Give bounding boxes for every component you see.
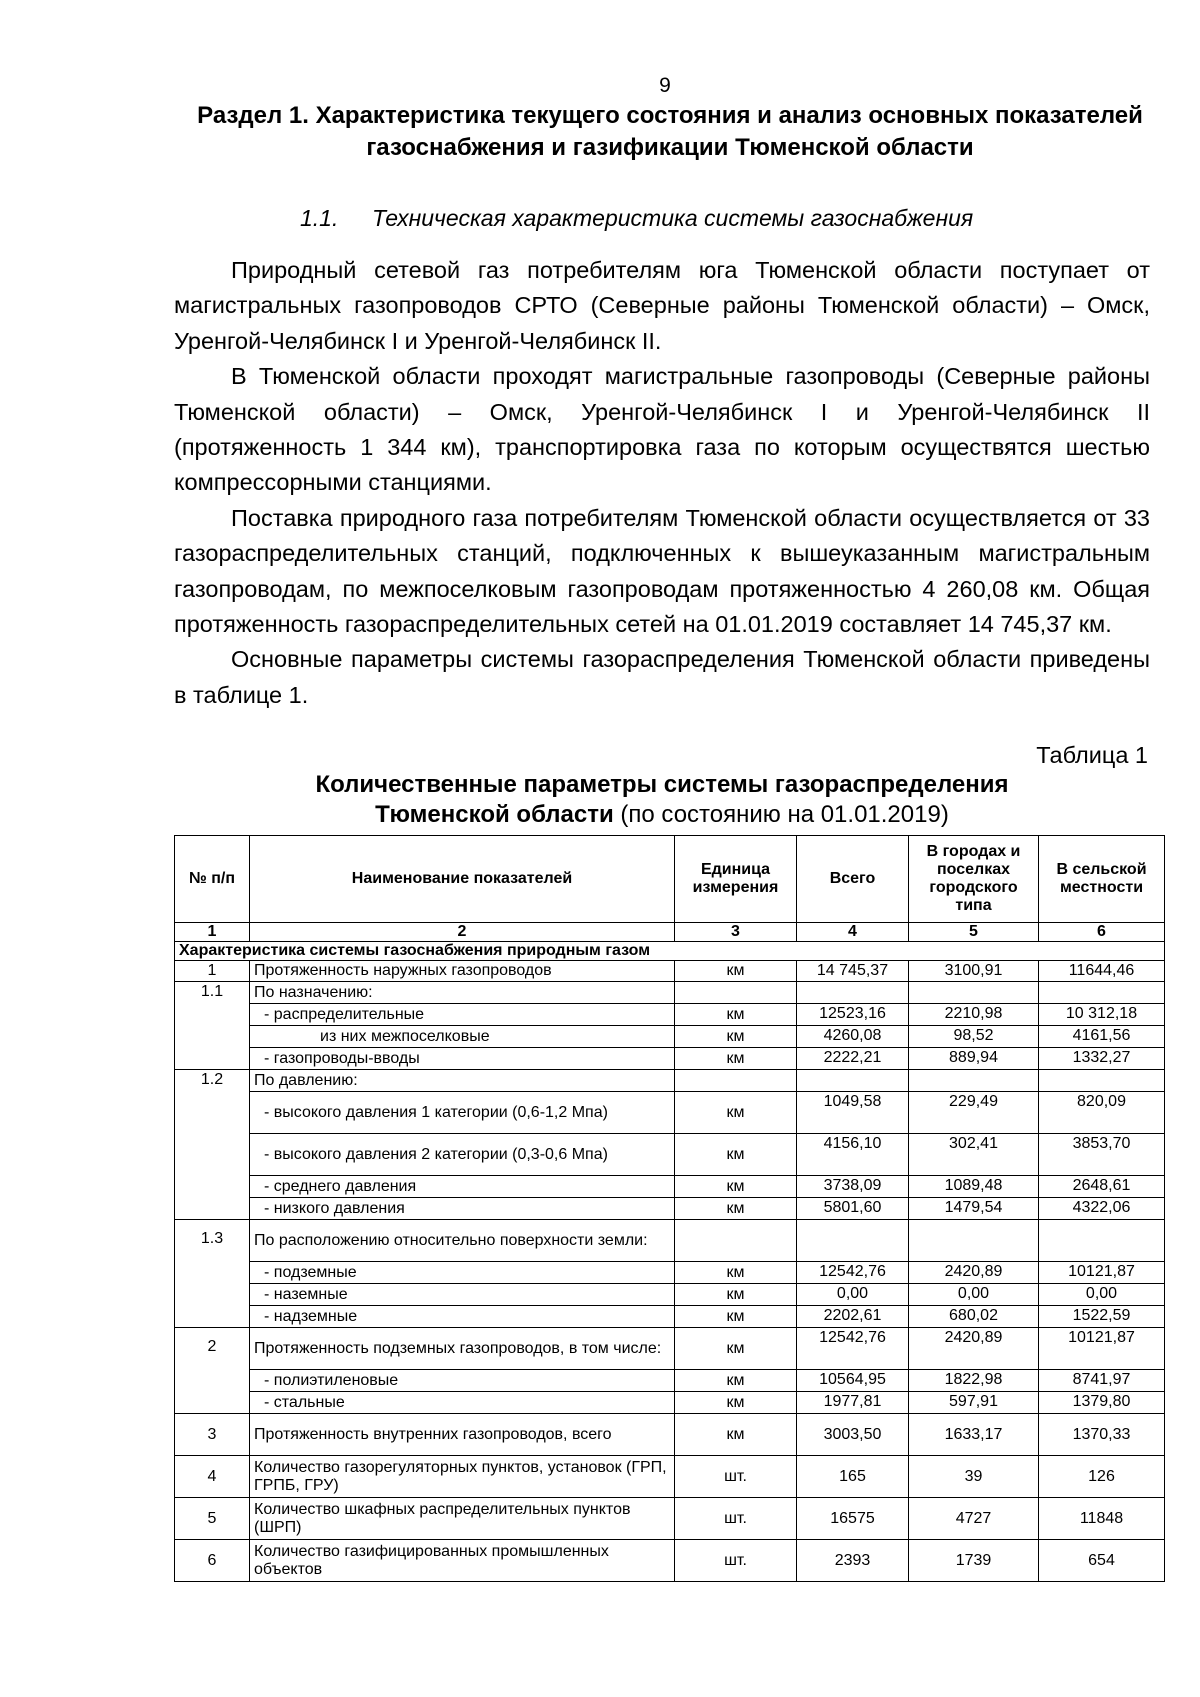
row-total: 3738,09 bbox=[797, 1176, 909, 1198]
table-row bbox=[175, 1284, 1165, 1306]
gas-parameters-table bbox=[174, 835, 1165, 1582]
row-unit: км bbox=[675, 1414, 797, 1456]
row-name: Количество газорегуляторных пунктов, установок (ГРП, ГРПБ, ГРУ) bbox=[250, 1456, 675, 1498]
row-unit: шт. bbox=[675, 1498, 797, 1540]
row-name: По расположению относительно поверхности земли: bbox=[250, 1220, 675, 1262]
section-title: Раздел 1. Характеристика текущего состояния и анализ основных показателей газоснабжения и газификации Тюменской области bbox=[197, 102, 1143, 161]
row-num: 5 bbox=[175, 1498, 250, 1540]
row-rural: 1332,27 bbox=[1039, 1048, 1165, 1070]
row-rural: 0,00 bbox=[1039, 1284, 1165, 1306]
row-total: 10564,95 bbox=[797, 1370, 909, 1392]
row-city: 0,00 bbox=[909, 1284, 1039, 1306]
row-name: - высокого давления 2 категории (0,3-0,6 Мпа) bbox=[250, 1134, 675, 1176]
row-rural: 2648,61 bbox=[1039, 1176, 1165, 1198]
header-rural: В сельской местности bbox=[1039, 836, 1165, 923]
table-row bbox=[175, 1328, 1165, 1370]
table-title-main: Количественные параметры системы газораспределения bbox=[315, 771, 1009, 798]
row-total: 12542,76 bbox=[797, 1262, 909, 1284]
table-title-region: Тюменской области bbox=[375, 801, 614, 828]
paragraph: Природный сетевой газ потребителям юга Тюменской области поступает от магистральных газопроводов СРТО (Северные районы Тюменской области) – Омск, Уренгой-Челябинск I и Уренгой-Челябинск II. bbox=[174, 257, 1150, 354]
row-city: 98,52 bbox=[909, 1026, 1039, 1048]
table-row bbox=[175, 1414, 1165, 1456]
row-total: 16575 bbox=[797, 1498, 909, 1540]
header-unit: Единица измерения bbox=[675, 836, 797, 923]
row-city: 1479,54 bbox=[909, 1198, 1039, 1220]
row-total: 2393 bbox=[797, 1540, 909, 1582]
row-unit: км bbox=[675, 1370, 797, 1392]
row-name: Количество газифицированных промышленных объектов bbox=[250, 1540, 675, 1582]
body-text bbox=[174, 253, 1150, 713]
row-rural: 1370,33 bbox=[1039, 1414, 1165, 1456]
row-unit: км bbox=[675, 1176, 797, 1198]
table-row bbox=[175, 1048, 1165, 1070]
table-header-row bbox=[175, 836, 1165, 923]
row-rural: 11644,46 bbox=[1039, 961, 1165, 982]
row-name: - наземные bbox=[250, 1284, 675, 1306]
row-total: 1049,58 bbox=[797, 1092, 909, 1134]
row-unit: км bbox=[675, 1198, 797, 1220]
column-number-row bbox=[175, 923, 1165, 942]
row-name: - среднего давления bbox=[250, 1176, 675, 1198]
row-rural: 820,09 bbox=[1039, 1092, 1165, 1134]
table-row bbox=[175, 1198, 1165, 1220]
row-name: - низкого давления bbox=[250, 1198, 675, 1220]
row-name: - стальные bbox=[250, 1392, 675, 1414]
paragraph: В Тюменской области проходят магистральные газопроводы (Северные районы Тюменской области) – Омск, Уренгой-Челябинск I и Уренгой-Челябинск II (протяженность 1 344 км), транспортировка газа по которым осуществятся шестью компрессорными станциями. bbox=[174, 363, 1150, 496]
row-name: из них межпоселковые bbox=[250, 1026, 675, 1048]
row-rural: 10 312,18 bbox=[1039, 1004, 1165, 1026]
table-row bbox=[175, 1134, 1165, 1176]
row-total: 3003,50 bbox=[797, 1414, 909, 1456]
row-rural: 10121,87 bbox=[1039, 1328, 1165, 1370]
paragraph: Поставка природного газа потребителям Тюменской области осуществляется от 33 газораспределительных станций, подключенных к вышеуказанным магистральным газопроводам, по межпоселковым газопроводам протяженностью 4 260,08 км. Общая протяженность газораспределительных сетей на 01.01.2019 составляет 14 745,37 км. bbox=[174, 504, 1150, 638]
row-num: 1.2 bbox=[175, 1070, 250, 1220]
row-rural: 1379,80 bbox=[1039, 1392, 1165, 1414]
table-label: Таблица 1 bbox=[1036, 742, 1148, 768]
row-total: 12523,16 bbox=[797, 1004, 909, 1026]
column-number: 5 bbox=[909, 923, 1039, 942]
row-rural: 1522,59 bbox=[1039, 1306, 1165, 1328]
row-city: 229,49 bbox=[909, 1092, 1039, 1134]
row-unit: км bbox=[675, 1048, 797, 1070]
row-total: 4260,08 bbox=[797, 1026, 909, 1048]
row-city: 597,91 bbox=[909, 1392, 1039, 1414]
row-total: 14 745,37 bbox=[797, 961, 909, 982]
table-row bbox=[175, 1540, 1165, 1582]
row-name: Протяженность подземных газопроводов, в том числе: bbox=[250, 1328, 675, 1370]
table-row bbox=[175, 1070, 1165, 1092]
row-city: 2210,98 bbox=[909, 1004, 1039, 1026]
row-name: По назначению: bbox=[250, 982, 675, 1004]
row-unit: км bbox=[675, 1328, 797, 1370]
row-city: 1739 bbox=[909, 1540, 1039, 1582]
table-row bbox=[175, 1026, 1165, 1048]
row-total: 2202,61 bbox=[797, 1306, 909, 1328]
row-total: 165 bbox=[797, 1456, 909, 1498]
subsection-title: Техническая характеристика системы газоснабжения bbox=[372, 205, 974, 231]
table-row bbox=[175, 1392, 1165, 1414]
row-name: Количество шкафных распределительных пунктов (ШРП) bbox=[250, 1498, 675, 1540]
header-city: В городах и поселках городского типа bbox=[909, 836, 1039, 923]
row-rural: 4322,06 bbox=[1039, 1198, 1165, 1220]
row-total: 12542,76 bbox=[797, 1328, 909, 1370]
row-city: 1633,17 bbox=[909, 1414, 1039, 1456]
row-total: 0,00 bbox=[797, 1284, 909, 1306]
row-unit: км bbox=[675, 1262, 797, 1284]
row-unit: км bbox=[675, 1004, 797, 1026]
row-city: 302,41 bbox=[909, 1134, 1039, 1176]
row-name: По давлению: bbox=[250, 1070, 675, 1092]
table-row bbox=[175, 1004, 1165, 1026]
page-number: 9 bbox=[659, 74, 671, 97]
row-num: 6 bbox=[175, 1540, 250, 1582]
table-row bbox=[175, 1092, 1165, 1134]
table-row bbox=[175, 1262, 1165, 1284]
row-unit: км bbox=[675, 1092, 797, 1134]
row-num: 4 bbox=[175, 1456, 250, 1498]
row-unit: км bbox=[675, 1392, 797, 1414]
header-total: Всего bbox=[797, 836, 909, 923]
row-name: - высокого давления 1 категории (0,6-1,2 Мпа) bbox=[250, 1092, 675, 1134]
row-city: 4727 bbox=[909, 1498, 1039, 1540]
row-rural: 4161,56 bbox=[1039, 1026, 1165, 1048]
row-city: 2420,89 bbox=[909, 1328, 1039, 1370]
row-name: Протяженность внутренних газопроводов, всего bbox=[250, 1414, 675, 1456]
header-name: Наименование показателей bbox=[250, 836, 675, 923]
column-number: 6 bbox=[1039, 923, 1165, 942]
row-name: Протяженность наружных газопроводов bbox=[250, 961, 675, 982]
row-name: - газопроводы-вводы bbox=[250, 1048, 675, 1070]
table-row bbox=[175, 1220, 1165, 1262]
row-unit: км bbox=[675, 1284, 797, 1306]
row-rural: 654 bbox=[1039, 1540, 1165, 1582]
row-total: 4156,10 bbox=[797, 1134, 909, 1176]
row-unit: км bbox=[675, 1306, 797, 1328]
table-row bbox=[175, 982, 1165, 1004]
row-city: 2420,89 bbox=[909, 1262, 1039, 1284]
table-row bbox=[175, 1306, 1165, 1328]
row-num: 2 bbox=[175, 1328, 250, 1414]
column-number: 1 bbox=[175, 923, 250, 942]
row-num: 3 bbox=[175, 1414, 250, 1456]
column-number: 2 bbox=[250, 923, 675, 942]
row-name: - распределительные bbox=[250, 1004, 675, 1026]
row-city: 1822,98 bbox=[909, 1370, 1039, 1392]
row-total: 5801,60 bbox=[797, 1198, 909, 1220]
row-rural: 8741,97 bbox=[1039, 1370, 1165, 1392]
row-city: 39 bbox=[909, 1456, 1039, 1498]
table-row bbox=[175, 1370, 1165, 1392]
row-rural: 11848 bbox=[1039, 1498, 1165, 1540]
row-name: - подземные bbox=[250, 1262, 675, 1284]
row-rural: 10121,87 bbox=[1039, 1262, 1165, 1284]
row-unit: шт. bbox=[675, 1540, 797, 1582]
row-unit: км bbox=[675, 1026, 797, 1048]
column-number: 4 bbox=[797, 923, 909, 942]
table-title-date: (по состоянию на 01.01.2019) bbox=[620, 801, 949, 828]
row-unit: шт. bbox=[675, 1456, 797, 1498]
row-num: 1 bbox=[175, 961, 250, 982]
subsection-number: 1.1. bbox=[300, 205, 339, 231]
row-total: 2222,21 bbox=[797, 1048, 909, 1070]
table-row bbox=[175, 1456, 1165, 1498]
row-city: 3100,91 bbox=[909, 961, 1039, 982]
subsection-heading bbox=[300, 205, 973, 232]
row-unit: км bbox=[675, 961, 797, 982]
table-title bbox=[174, 770, 1150, 830]
row-city: 1089,48 bbox=[909, 1176, 1039, 1198]
table-row bbox=[175, 961, 1165, 982]
row-city: 889,94 bbox=[909, 1048, 1039, 1070]
row-city: 680,02 bbox=[909, 1306, 1039, 1328]
row-rural: 3853,70 bbox=[1039, 1134, 1165, 1176]
table-row bbox=[175, 1176, 1165, 1198]
paragraph: Основные параметры системы газораспределения Тюменской области приведены в таблице 1. bbox=[174, 646, 1150, 708]
row-name: - надземные bbox=[250, 1306, 675, 1328]
row-rural: 126 bbox=[1039, 1456, 1165, 1498]
column-number: 3 bbox=[675, 923, 797, 942]
group-title: Характеристика системы газоснабжения природным газом bbox=[175, 942, 1165, 961]
row-total: 1977,81 bbox=[797, 1392, 909, 1414]
row-num: 1.1 bbox=[175, 982, 250, 1070]
row-unit: км bbox=[675, 1134, 797, 1176]
row-num: 1.3 bbox=[175, 1220, 250, 1328]
group-row bbox=[175, 942, 1165, 961]
table-row bbox=[175, 1498, 1165, 1540]
header-num: № п/п bbox=[175, 836, 250, 923]
row-name: - полиэтиленовые bbox=[250, 1370, 675, 1392]
